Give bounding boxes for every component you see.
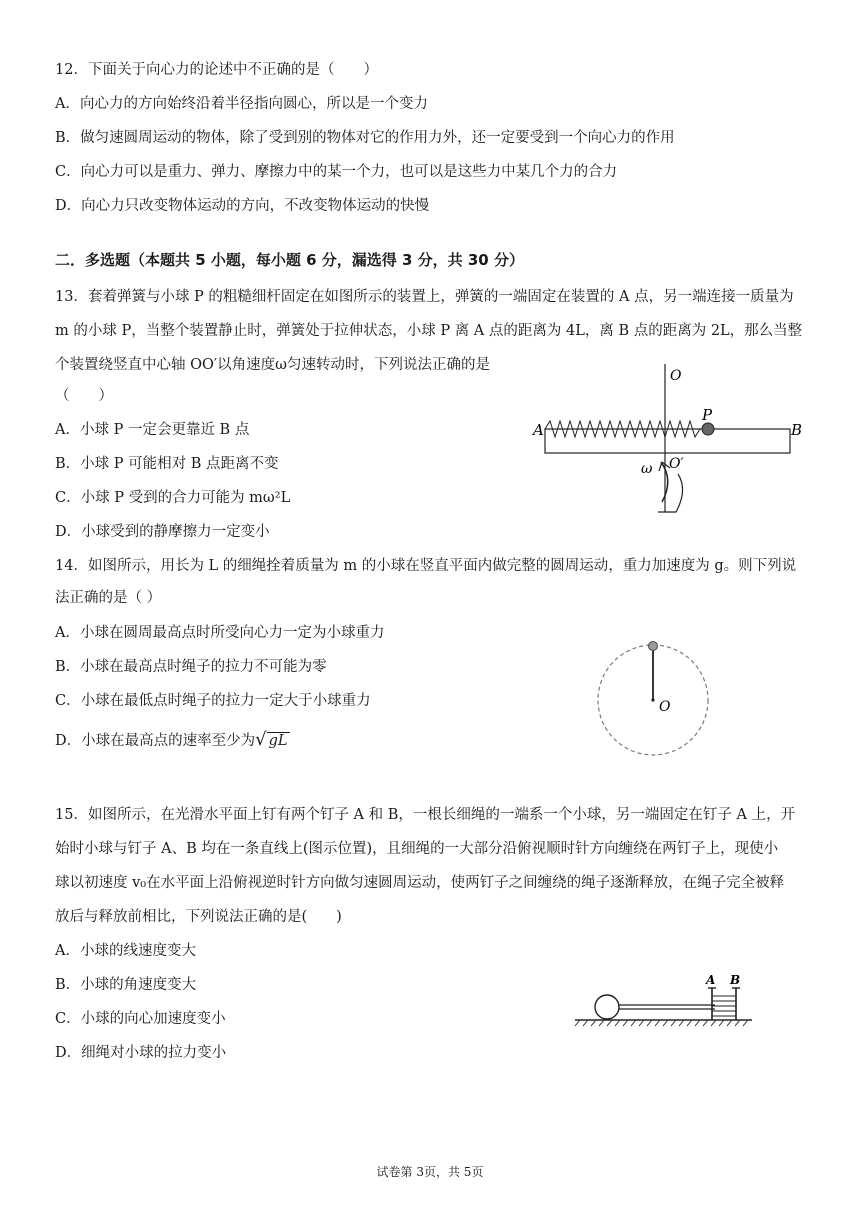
q15-stem-line2: 始时小球与钉子 A、B 均在一条直线上(图示位置)，且细绳的一大部分沿俯视顺时针方向缠绕在两钉子上，现使小 [55,841,779,857]
q13-rotating-rod-figure [528,362,818,522]
q14-stem-line1: 14．如图所示，用长为 L 的细绳拴着质量为 m 的小球在竖直平面内做完整的圆周运动，重力加速度为 g。则下列说 [55,558,797,574]
q13-frame [545,429,790,453]
q14-option-c: C．小球在最低点时绳子的拉力一定大于小球重力 [55,693,371,709]
q13-label-b: B [791,421,803,439]
q13-label-p: P [702,406,713,424]
q15-label-a: A [706,973,716,987]
q12-stem: 12．下面关于向心力的论述中不正确的是（ ） [55,62,378,78]
q14-option-b: B．小球在最高点时绳子的拉力不可能为零 [55,659,327,675]
q13-label-a: A [533,421,544,439]
q12-option-c: C．向心力可以是重力、弹力、摩擦力中的某一个力，也可以是这些力中某几个力的合力 [55,164,618,180]
page-footer: 试卷第 3页，共 5页 [376,1165,484,1179]
q14-ball [649,642,658,651]
q13-ball-p [702,423,714,435]
q13-option-c: C．小球 P 受到的合力可能为 mω²L [55,490,291,506]
q13-label-o: O [670,368,682,384]
q15-option-b: B．小球的角速度变大 [55,977,197,993]
q13-stem-line3: 个装置绕竖直中心轴 OO′以角速度ω匀速转动时，下列说法正确的是 [55,357,490,373]
q15-option-a: A．小球的线速度变大 [55,943,196,959]
q12-option-a: A．向心力的方向始终沿着半径指向圆心，所以是一个变力 [55,96,428,112]
q12-option-b: B．做匀速圆周运动的物体，除了受到别的物体对它的作用力外，还一定要受到一个向心力的作用 [55,130,675,146]
q15-stem-line1: 15．如图所示，在光滑水平面上钉有两个钉子 A 和 B，一根长细绳的一端系一个小球，另一端固定在钉子 A 上，开 [55,807,796,823]
q13-label-o-prime: O′ [669,456,684,472]
q15-label-b: B [730,973,741,987]
q15-wound-string [712,996,736,1016]
sqrt-radical: √ [255,729,267,750]
q15-option-c: C．小球的向心加速度变小 [55,1011,226,1027]
q13-stem-line1: 13．套着弹簧与小球 P 的粗糙细杆固定在如图所示的装置上，弹簧的一端固定在装置的 A 点，另一端连接一质量为 [55,289,794,305]
q13-rotation-arrow [661,462,668,502]
q13-option-a: A．小球 P 一定会更靠近 B 点 [55,422,250,438]
q14-circle-figure [590,636,720,766]
q14-option-d-math: gL [268,733,288,749]
q13-rotation-arc [658,474,683,512]
q13-label-omega: ω [641,461,653,477]
q15-ground-hatching [575,1020,748,1026]
q14-center-point [651,698,654,701]
q15-ball [595,995,619,1019]
q15-pegs-figure [570,972,760,1032]
q13-answer-paren: （ ） [55,388,113,404]
q15-option-d: D．细绳对小球的拉力变小 [55,1045,227,1061]
q12-option-d: D．向心力只改变物体运动的方向，不改变物体运动的快慢 [55,198,430,214]
q15-stem-line3: 球以初速度 v₀在水平面上沿俯视逆时针方向做匀速圆周运动，使两钉子之间缠绕的绳子逐渐释放，在绳子完全被释 [55,875,785,891]
q14-stem-line2: 法正确的是（ ） [55,590,162,606]
q14-option-d [55,730,290,751]
q15-stem-line4: 放后与释放前相比，下列说法正确的是( ) [55,909,342,925]
q13-stem-line2: m 的小球 P，当整个装置静止时，弹簧处于拉伸状态，小球 P 离 A 点的距离为 4L，离 B 点的距离为 2L，那么当整 [55,323,803,339]
q14-label-o: O [659,699,671,715]
q13-option-b: B．小球 P 可能相对 B 点距离不变 [55,456,279,472]
q14-option-a: A．小球在圆周最高点时所受向心力一定为小球重力 [55,625,385,641]
q14-option-d-text: D．小球在最高点的速率至少为 [55,733,256,749]
q13-option-d: D．小球受到的静摩擦力一定变小 [55,524,270,540]
section-heading: 二．多选题（本题共 5 小题，每小题 6 分，漏选得 3 分，共 30 分） [55,251,524,269]
